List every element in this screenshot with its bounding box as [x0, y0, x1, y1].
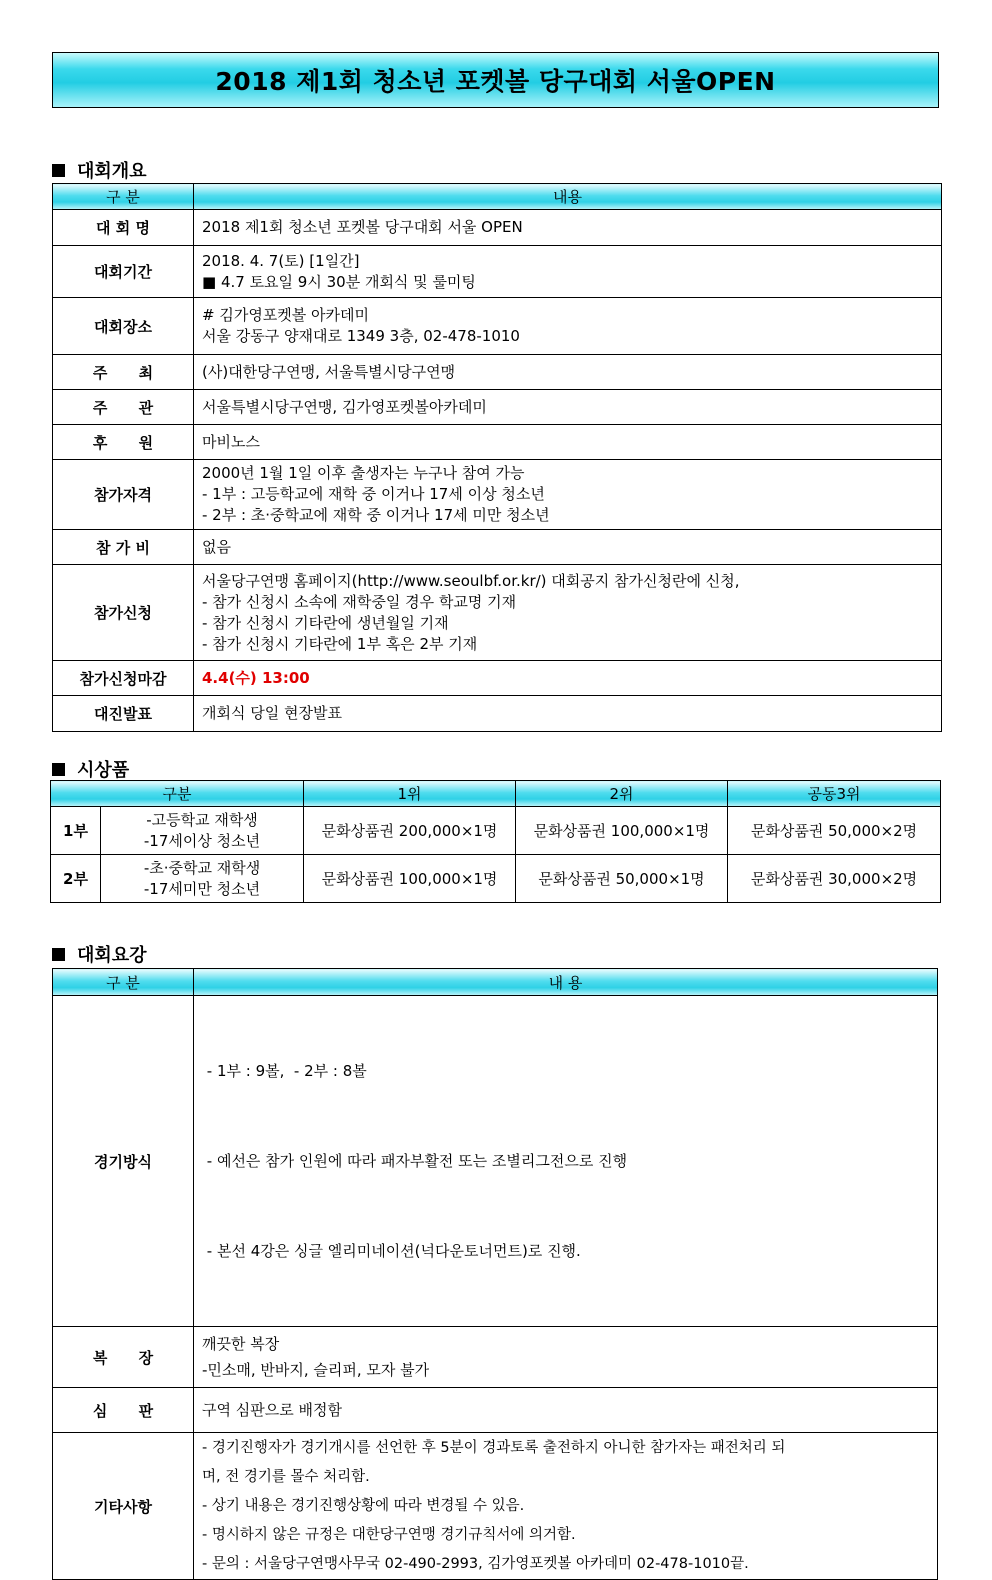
prizes-header-category: 구분 — [51, 781, 304, 807]
content-line: - 예선은 참가 인원에 따라 패자부활전 또는 조별리그전으로 진행 — [202, 1152, 628, 1170]
third-prize: 문화상품권 50,000×2명 — [728, 807, 941, 855]
first-prize: 문화상품권 200,000×1명 — [304, 807, 516, 855]
row-content — [194, 246, 942, 298]
content-line: - 1부 : 9볼, - 2부 : 8볼 — [202, 1062, 367, 1080]
second-prize: 문화상품권 100,000×1명 — [516, 807, 728, 855]
content-line: - 상기 내용은 경기진행상황에 따라 변경될 수 있음. — [202, 1497, 525, 1514]
row-content — [194, 425, 942, 460]
document-title: 2018 제1회 청소년 포켓볼 당구대회 서울OPEN — [215, 67, 776, 96]
row-label: 참가자격 — [53, 460, 194, 530]
desc-line: -고등학교 재학생 — [146, 810, 258, 829]
rules-header-category: 구 분 — [53, 969, 194, 996]
row-label: 주 관 — [53, 390, 194, 425]
row-content — [194, 298, 942, 355]
table-row — [53, 460, 942, 530]
content-line: - 참가 신청시 소속에 재학중일 경우 학교명 기재 — [202, 592, 517, 611]
overview-section-title — [52, 157, 147, 183]
row-content — [194, 530, 942, 565]
content-line: -민소매, 반바지, 슬리퍼, 모자 불가 — [202, 1361, 430, 1379]
table-row — [53, 696, 942, 732]
division-label: 2부 — [51, 855, 101, 903]
content-line: 서울특별시당구연맹, 김가영포켓볼아카데미 — [202, 397, 487, 416]
content-line: 구역 심판으로 배정함 — [202, 1401, 342, 1419]
table-row — [53, 996, 938, 1327]
rules-header-row — [53, 969, 938, 996]
prizes-section-title — [52, 756, 129, 782]
division-desc — [101, 807, 304, 855]
square-bullet-icon — [52, 948, 65, 961]
division-label: 1부 — [51, 807, 101, 855]
row-content — [194, 390, 942, 425]
table-row — [53, 298, 942, 355]
third-prize: 문화상품권 30,000×2명 — [728, 855, 941, 903]
rules-section-label: 대회요강 — [77, 945, 147, 966]
table-row — [53, 390, 942, 425]
rules-header-content: 내 용 — [194, 969, 938, 996]
row-label: 경기방식 — [53, 996, 194, 1327]
table-row — [51, 807, 941, 855]
deadline-value: 4.4(수) 13:00 — [202, 668, 310, 687]
content-line: 개회식 당일 현장발표 — [202, 704, 342, 722]
row-label: 참 가 비 — [53, 530, 194, 565]
prizes-section-label: 시상품 — [77, 760, 130, 781]
prizes-header-first: 1위 — [304, 781, 516, 807]
row-label: 참가신청마감 — [53, 661, 194, 696]
table-row — [53, 210, 942, 246]
row-label: 참가신청 — [53, 565, 194, 661]
content-line: (사)대한당구연맹, 서울특별시당구연맹 — [202, 362, 456, 381]
desc-line: -17세이상 청소년 — [143, 831, 261, 850]
division-desc — [101, 855, 304, 903]
content-line: 2018. 4. 7(토) [1일간] — [202, 251, 360, 270]
row-content — [194, 996, 938, 1327]
rules-section-title — [52, 941, 147, 967]
table-row — [53, 355, 942, 390]
row-content — [194, 1433, 938, 1580]
table-row — [51, 855, 941, 903]
content-line: # 김가영포켓볼 아카데미 — [202, 306, 370, 324]
row-label: 복 장 — [53, 1327, 194, 1388]
row-label: 기타사항 — [53, 1433, 194, 1580]
overview-table — [52, 183, 942, 732]
prizes-header-third: 공동3위 — [728, 781, 941, 807]
row-label: 심 판 — [53, 1388, 194, 1433]
row-content — [194, 1388, 938, 1433]
table-row — [53, 1433, 938, 1580]
content-line: - 참가 신청시 기타란에 생년월일 기재 — [202, 613, 449, 632]
content-line: - 본선 4강은 싱글 엘리미네이션(넉다운토너먼트)로 진행. — [202, 1242, 581, 1260]
overview-header-category: 구 분 — [53, 184, 194, 210]
table-row — [53, 661, 942, 696]
row-content — [194, 565, 942, 661]
row-content — [194, 696, 942, 732]
content-line: 며, 전 경기를 몰수 처리함. — [202, 1468, 370, 1485]
content-line: 서울 강동구 양재대로 1349 3층, 02-478-1010 — [202, 327, 520, 345]
content-line: 깨끗한 복장 — [202, 1335, 280, 1353]
content-line: 2000년 1월 1일 이후 출생자는 누구나 참여 가능 — [202, 464, 525, 482]
table-row — [53, 425, 942, 460]
row-content — [194, 661, 942, 696]
table-row — [53, 530, 942, 565]
row-content — [194, 1327, 938, 1388]
row-label: 대회기간 — [53, 246, 194, 298]
second-prize: 문화상품권 50,000×1명 — [516, 855, 728, 903]
row-label: 주 최 — [53, 355, 194, 390]
row-content — [194, 460, 942, 530]
desc-line: -초·중학교 재학생 — [143, 858, 261, 877]
overview-header-content: 내용 — [194, 184, 942, 210]
content-line: - 2부 : 초·중학교에 재학 중 이거나 17세 미만 청소년 — [202, 506, 550, 524]
table-row — [53, 1327, 938, 1388]
square-bullet-icon — [52, 164, 65, 177]
prizes-table — [50, 780, 941, 903]
rules-table — [52, 968, 938, 1580]
content-line: - 문의 : 서울당구연맹사무국 02-490-2993, 김가영포켓볼 아카데미 02-478-1010끝. — [202, 1555, 749, 1572]
prizes-header-row — [51, 781, 941, 807]
table-row — [53, 246, 942, 298]
content-line: - 1부 : 고등학교에 재학 중 이거나 17세 이상 청소년 — [202, 485, 545, 503]
document-title-box — [52, 52, 939, 108]
content-line: - 명시하지 않은 규정은 대한당구연맹 경기규칙서에 의거함. — [202, 1526, 576, 1543]
overview-section-label: 대회개요 — [77, 161, 147, 182]
content-line: - 참가 신청시 기타란에 1부 혹은 2부 기재 — [202, 634, 478, 653]
content-line: 2018 제1회 청소년 포켓볼 당구대회 서울 OPEN — [202, 218, 523, 236]
first-prize: 문화상품권 100,000×1명 — [304, 855, 516, 903]
row-label: 대회장소 — [53, 298, 194, 355]
content-line: 없음 — [202, 537, 231, 556]
row-content — [194, 210, 942, 246]
desc-line: -17세미만 청소년 — [143, 879, 261, 898]
prizes-header-second: 2위 — [516, 781, 728, 807]
square-bullet-icon — [52, 763, 65, 776]
content-line: 서울당구연맹 홈페이지(http://www.seoulbf.or.kr/) 대회공지 참가신청란에 신청, — [202, 571, 740, 590]
row-label: 후 원 — [53, 425, 194, 460]
content-line: - 경기진행자가 경기개시를 선언한 후 5분이 경과토록 출전하지 아니한 참가자는 패전처리 되 — [202, 1439, 786, 1456]
overview-header-row — [53, 184, 942, 210]
table-row — [53, 1388, 938, 1433]
content-line: 마비노스 — [202, 432, 260, 451]
row-content — [194, 355, 942, 390]
content-line: ■ 4.7 토요일 9시 30분 개회식 및 룰미팅 — [202, 272, 476, 291]
row-label: 대 회 명 — [53, 210, 194, 246]
table-row — [53, 565, 942, 661]
row-label: 대진발표 — [53, 696, 194, 732]
